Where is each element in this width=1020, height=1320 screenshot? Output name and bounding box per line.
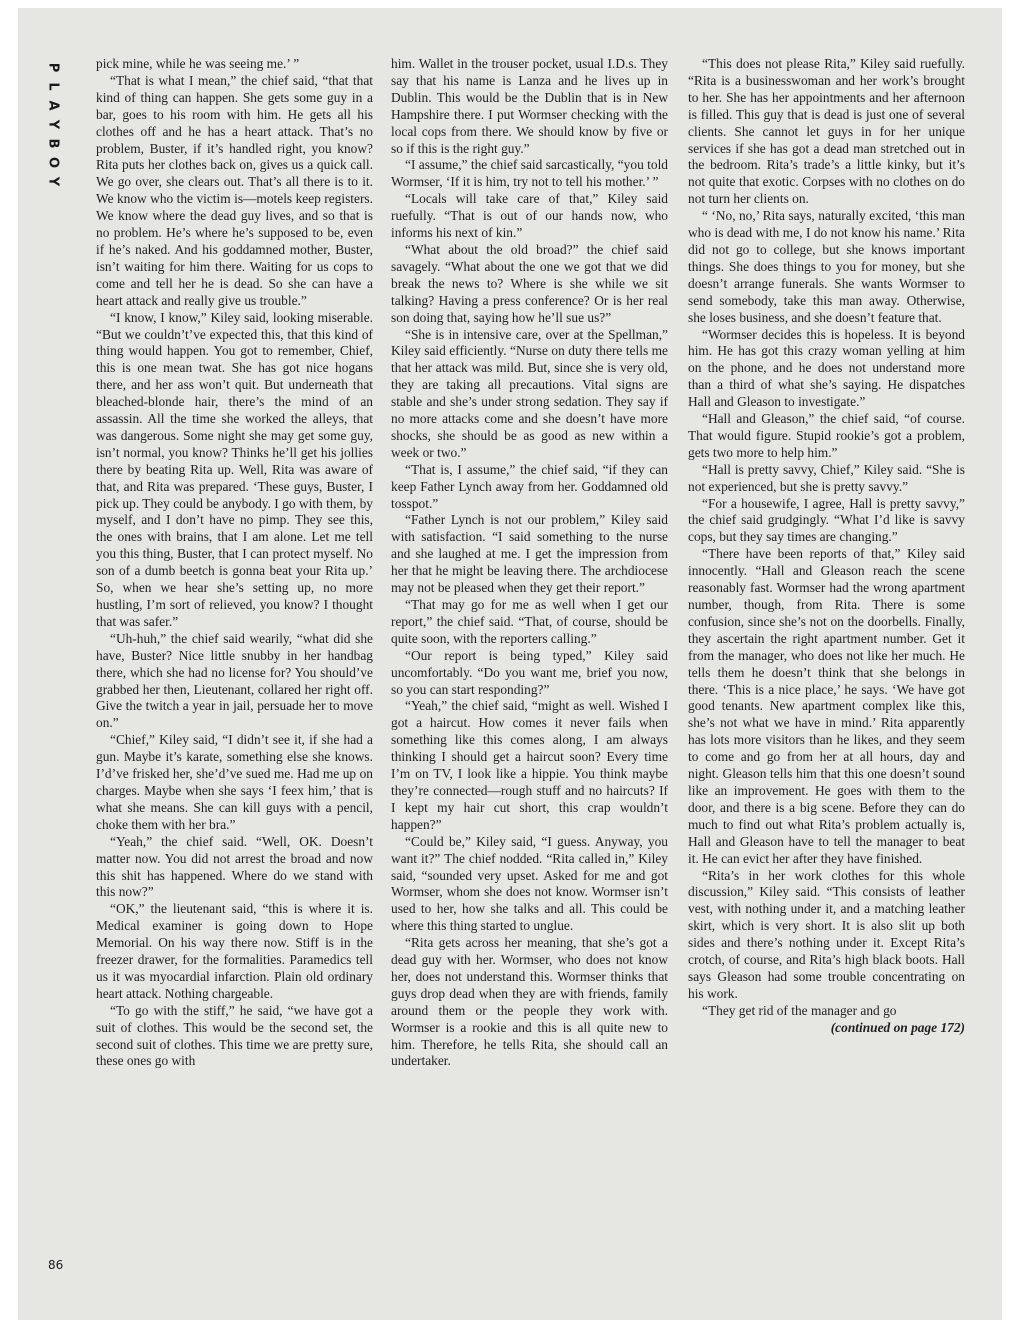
magazine-name-vertical [42,58,64,191]
paragraph: “Chief,” Kiley said, “I didn’t see it, if she had a gun. Maybe it’s karate, something else she knows. I’d’ve frisked her, she’d’ve sued me. Had me up on charges. Maybe when she says ‘I feex him,’ that is what she means. She can kill guys with a pencil, choke them with her bra.” [96,732,373,832]
paragraph: “That may go for me as well when I get our report,” the chief said. “That, of course, should be quite soon, with the reporters calling.” [391,597,668,646]
paragraph: “ ‘No, no,’ Rita says, naturally excited, ‘this man who is dead with me, I do not know his name.’ Rita did not go to college, but she knows important things. She does things to you for money, but she doesn’t arrange funerals. She wants Wormser to send somebody, take this man away. Otherwise, she loses business, and she doesn’t feature that. [688,208,965,325]
paragraph: “Yeah,” the chief said, “might as well. Wished I got a haircut. How comes it never fails when something like this comes along, I am always thinking I should get a haircut soon? Every time I’m on TV, I look like a hippie. You think maybe they’re connected—rough stuff and no haircuts? If I kept my hair cut short, this crap wouldn’t happen?” [391,698,668,832]
paragraph: “To go with the stiff,” he said, “we have got a suit of clothes. This would be the second set, the second suit of clothes. This time we are pretty sure, these ones go with [96,1002,373,1069]
paragraph: “Wormser decides this is hopeless. It is beyond him. He has got this crazy woman yelling at him on the phone, and he does not understand more than a third of what she’s saying. He dispatches Hall and Gleason to investigate.” [688,326,965,410]
magazine-letter: Y [45,119,61,130]
paragraph: “Uh-huh,” the chief said wearily, “what did she have, Buster? Nice little snubby in her handbag there, which she had no license for? You should’ve grabbed her then, Lieutenant, collared her right off. Give the twitch a year in jail, persuade her to move on.” [96,630,373,731]
magazine-letter: P [45,62,61,73]
paragraph: “This does not please Rita,” Kiley said ruefully. “Rita is a businesswoman and her work’s brought to her. She has her appointments and her afternoon is filled. This guy that is dead is just one of several clients. She cannot let guys in for her unique services if she has got a dead man stretched out in the bedroom. Rita’s trade’s a little kinky, but it’s not quite that exotic. Corpses with no clothes on do not turn her clients on. [688,56,965,207]
text-column-1 [96,56,373,1070]
magazine-letter: Y [45,176,61,187]
paragraph: “Our report is being typed,” Kiley said uncomfortably. “Do you want me, brief you now, so you can start responding?” [391,647,668,697]
continued-note: (continued on page 172) [830,1019,965,1035]
paragraph: “She is in intensive care, over at the Spellman,” Kiley said efficiently. “Nurse on duty there tells me that her attack was mild. But, since she is very old, they are taking all precautions. Vital signs are stable and she’s under strong sedation. They say if no more attacks come and she doesn’t have more shocks, she should be as good as new within a week or two.” [391,326,668,460]
paragraph: “For a housewife, I agree, Hall is pretty savvy,” the chief said grudgingly. “What I’d like is savvy cops, but they say times are changing.” [688,495,965,545]
paragraph: “Locals will take care of that,” Kiley said ruefully. “That is out of our hands now, who informs his next of kin.” [391,191,668,241]
magazine-letter: A [45,100,61,111]
paragraph: “Rita gets across her meaning, that she’s got a dead guy with her. Wormser, who does not know her, does not understand this. Wormser thinks that guys drop dead when they are with friends, family around them or the people they work with. Wormser is a rookie and this is all quite new to him. Therefore, he tells Rita, she should call an undertaker. [391,935,668,1069]
paragraph: “Could be,” Kiley said, “I guess. Anyway, you want it?” The chief nodded. “Rita called in,” Kiley said, “sounded very upset. Asked for me and got Wormser, whom she does not know. Wormser isn’t used to her, how she talks and all. This could be where this thing started to unglue. [391,833,668,934]
paragraph: “That is, I assume,” the chief said, “if they can keep Father Lynch away from her. Goddamned old tosspot.” [391,461,668,511]
paragraph: “Father Lynch is not our problem,” Kiley said with satisfaction. “I said something to the nurse and she laughed at me. I get the impression from her that he might be leaving there. The archdiocese may not be pleased when they get their report.” [391,512,668,596]
magazine-letter: O [45,156,61,169]
text-column-3 [688,56,965,1037]
paragraph: “There have been reports of that,” Kiley said innocently. “Hall and Gleason reach the scene reasonably fast. Wormser had the wrong apartment number, though, from Rita. There is some confusion, since she’s not on the doorbells. Finally, they ascertain the right apartment number. Get it from the manager, who does not like her much. He tells them he doesn’t think that she belongs in there. ‘This is a nice place,’ he says. ‘We have got good tenants. New apartment complex like this, she’s not what we have in mind.’ Rita apparently has lots more visitors than he likes, and they seem to come and go from her at all hours, day and night. Gleason tells him that this one doesn’t sound like an improvement. He goes with them to the door, and there is a big scene. Before they can do much to find out what Rita’s problem actually is, Hall and Gleason have to tell the manager to beat it. He can evict her after they have finished. [688,546,965,866]
paragraph: “That is what I mean,” the chief said, “that that kind of thing can happen. She gets some guy in a bar, goes to his room with him. He gets all his clothes off and he has a heart attack. That’s no problem, Buster, if it’s handled right, you know? Rita puts her clothes back on, gives us a quick call. We go over, she clears out. That’s all there is to it. We know who the victim is—motels keep registers. We know where the dead guy lives, and so that is no problem. He’s where he’s supposed to be, even if he’s naked. And his goddamned mother, Buster, isn’t waiting for him there. Waiting for us cops to come and tell her he is dead. So she can have a heart attack and really give us trouble.” [96,72,373,308]
paragraph: “They get rid of the manager and go [702,1002,897,1018]
paragraph: “Yeah,” the chief said. “Well, OK. Doesn’t matter now. You did not arrest the broad and now this shit has happened. Where do we stand with this now?” [96,833,373,900]
paragraph: him. Wallet in the trouser pocket, usual I.D.s. They say that his name is Lanza and he lives up in Dublin. This would be the Dublin that is in New Hampshire there. I put Wormser checking with the local cops from there. We should know by five or so if this is the right guy.” [391,56,668,156]
paragraph: “OK,” the lieutenant said, “this is where it is. Medical examiner is going down to Hope Memorial. On his way there now. Stiff is in the freezer drawer, for the formalities. Paramedics tell us it was myocardial infarction. Plain old ordinary heart attack. Nothing chargeable. [96,901,373,1001]
paragraph: pick mine, while he was seeing me.’ ” [96,56,300,71]
paragraph: “Hall and Gleason,” the chief said, “of course. That would figure. Stupid rookie’s got a problem, gets two more to help him.” [688,411,965,460]
paragraph: “Rita’s in her work clothes for this whole discussion,” Kiley said. “This consists of leather vest, with nothing under it, and a matching leather skirt, which is very short. It is also slit up both sides and there’s nothing under it. Except Rita’s crotch, of course, and Rita’s high black boots. Hall says Gleason had some trouble concentrating on his work. [688,867,965,1001]
text-column-2 [391,56,668,1070]
paragraph: “What about the old broad?” the chief said savagely. “What about the one we got that we did break the news to? Where is she while we sit talking? Having a press conference? Or is her real son doing that, saying how he’ll sue us?” [391,241,668,325]
paragraph: “Hall is pretty savvy, Chief,” Kiley said. “She is not experienced, but she is pretty savvy.” [688,461,965,494]
magazine-letter: L [45,82,61,91]
magazine-letter: B [45,138,61,149]
paragraph: “I assume,” the chief said sarcastically, “you told Wormser, ‘If it is him, try not to tell his mother.’ ” [391,157,668,190]
paragraph: “I know, I know,” Kiley said, looking miserable. “But we couldn’t’ve expected this, that this kind of thing would happen. You got to remember, Chief, this is one mean twat. She has got nice hogans there, and her ass won’t quit. But underneath that bleached-blonde hair, there’s the mind of an assassin. All the time she worked the alleys, that was dangerous. Some night she may get some guy, isn’t normal, you know? Thinks he’ll get his jollies there by beating Rita up. Well, Rita was aware of that, and Rita was prepared. ‘These guys, Buster, I pick up. They could be anybody. I go with them, by myself, and I don’t have no pimp. They see this, the ones with brains, that I am alone. Let me tell you this thing, Buster, that I can protect myself. No son of a dumb beetch is gonna beat your Rita up.’ So, when we hear she’s setting up, no more hustling, I’m sort of relieved, you know? I thought that was safer.” [96,309,373,629]
page-number: 86 [48,1258,64,1272]
